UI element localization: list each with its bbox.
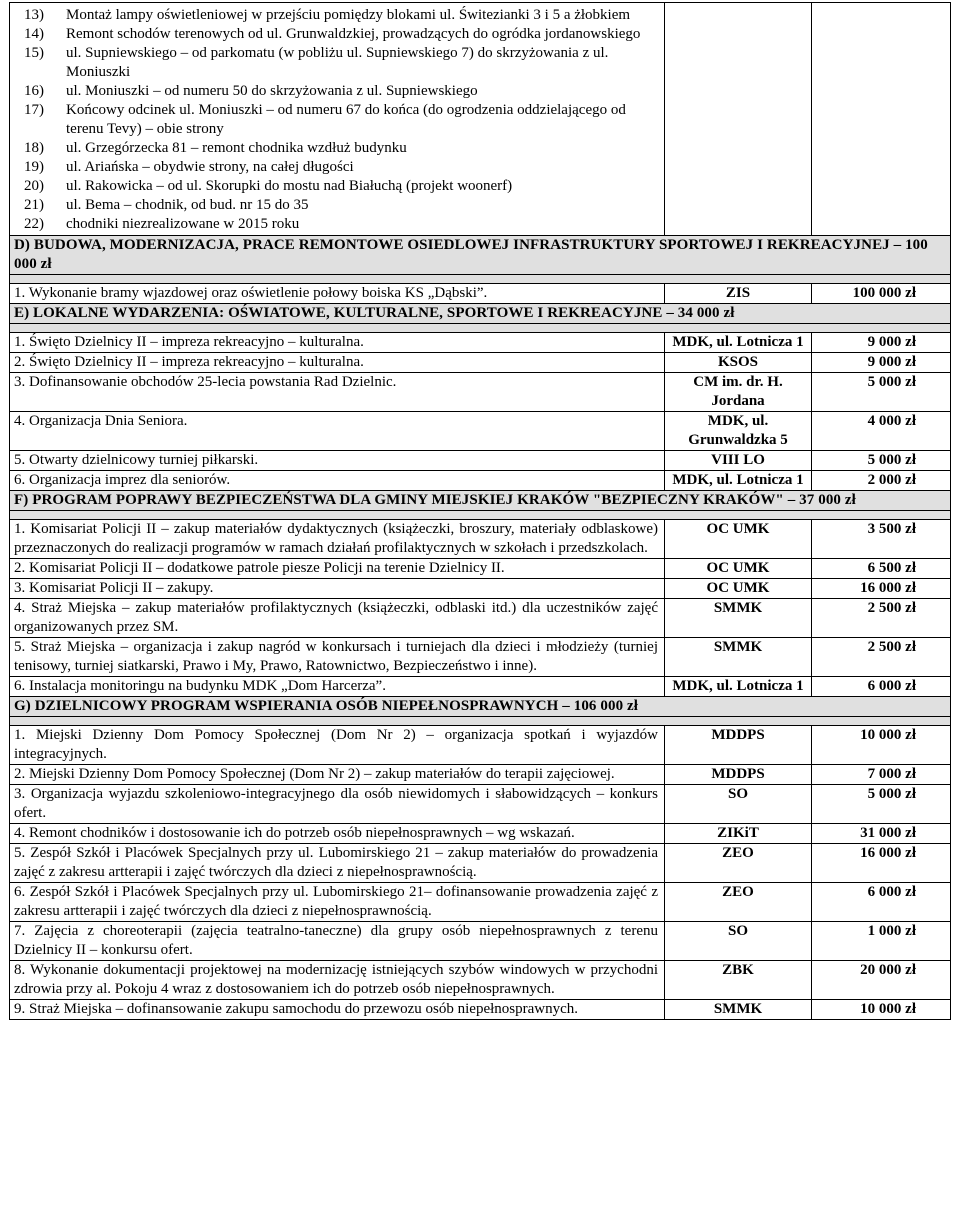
task-organization: VIII LO: [665, 451, 812, 471]
task-organization: MDK, ul. Lotnicza 1: [665, 333, 812, 353]
section-spacer-row: [10, 717, 951, 726]
task-amount: 9 000 zł: [812, 353, 951, 373]
section-heading: F) PROGRAM POPRAWY BEZPIECZEŃSTWA DLA GMINY MIEJSKIEJ KRAKÓW "BEZPIECZNY KRAKÓW" – 37 000 zł: [10, 491, 951, 511]
task-organization: KSOS: [665, 353, 812, 373]
list-item-number: 17): [24, 102, 44, 118]
list-item: [14, 6, 664, 25]
section-heading-row: [10, 491, 951, 511]
section-heading-row: [10, 304, 951, 324]
task-organization: MDK, ul. Lotnicza 1: [665, 677, 812, 697]
task-organization: ZBK: [665, 961, 812, 1000]
task-amount: 1 000 zł: [812, 922, 951, 961]
task-amount: 16 000 zł: [812, 579, 951, 599]
task-description: 7. Zajęcia z choreoterapii (zajęcia teatralno-taneczne) dla grupy osób niepełnosprawnych z terenu Dzielnicy II – konkursu ofert.: [10, 922, 665, 961]
task-amount: 100 000 zł: [812, 284, 951, 304]
task-description: 1. Święto Dzielnicy II – impreza rekreacyjno – kulturalna.: [10, 333, 665, 353]
table-row: [10, 726, 951, 765]
task-organization: SMMK: [665, 1000, 812, 1020]
table-row: [10, 520, 951, 559]
list-item-text: ul. Bema – chodnik, od bud. nr 15 do 35: [66, 197, 309, 213]
table-row: [10, 471, 951, 491]
task-description: 6. Instalacja monitoringu na budynku MDK „Dom Harcerza”.: [10, 677, 665, 697]
task-description: 4. Remont chodników i dostosowanie ich do potrzeb osób niepełnosprawnych – wg wskazań.: [10, 824, 665, 844]
list-item: [14, 196, 664, 215]
list-item-number: 19): [24, 159, 44, 175]
list-item: [14, 158, 664, 177]
task-organization: OC UMK: [665, 520, 812, 559]
list-item: [14, 215, 664, 234]
section-spacer: [10, 717, 951, 726]
section-heading-row: [10, 236, 951, 275]
task-amount: 20 000 zł: [812, 961, 951, 1000]
section-spacer-row: [10, 324, 951, 333]
budget-table: [9, 2, 951, 1020]
task-description: 3. Organizacja wyjazdu szkoleniowo-integracyjnego dla osób niewidomych i słabowidzących – konkurs ofert.: [10, 785, 665, 824]
section-spacer: [10, 511, 951, 520]
table-row: [10, 824, 951, 844]
table-row: [10, 961, 951, 1000]
list-item-number: 13): [24, 7, 44, 23]
task-description: 5. Straż Miejska – organizacja i zakup nagród w konkursach i turniejach dla dzieci i młodzieży (turniej tenisowy, turniej siatkarski, Prawo i My, Prawo, Ratownictwo, Bezpieczeństwo i inne).: [10, 638, 665, 677]
list-item-number: 22): [24, 216, 44, 232]
sidewalk-list-row: [10, 3, 951, 236]
task-amount: 2 000 zł: [812, 471, 951, 491]
task-description: 4. Organizacja Dnia Seniora.: [10, 412, 665, 451]
task-amount: 4 000 zł: [812, 412, 951, 451]
task-organization: SMMK: [665, 599, 812, 638]
table-row: [10, 677, 951, 697]
section-spacer-row: [10, 511, 951, 520]
task-description: 6. Zespół Szkół i Placówek Specjalnych przy ul. Lubomirskiego 21– dofinansowanie prowadzenia zajęć z zakresu artterapii i zajęć twórczych dla dzieci z niepełnosprawnością.: [10, 883, 665, 922]
task-amount: 2 500 zł: [812, 638, 951, 677]
task-amount: 5 000 zł: [812, 373, 951, 412]
list-item-number: 18): [24, 140, 44, 156]
task-organization: MDDPS: [665, 765, 812, 785]
section-heading: E) LOKALNE WYDARZENIA: OŚWIATOWE, KULTURALNE, SPORTOWE I REKREACYJNE – 34 000 zł: [10, 304, 951, 324]
task-description: 1. Komisariat Policji II – zakup materiałów dydaktycznych (książeczki, broszury, materiały odblaskowe) przeznaczonych do realizacji programów w ramach działań profilaktycznych w szkołach i przedszkolach.: [10, 520, 665, 559]
section-heading: D) BUDOWA, MODERNIZACJA, PRACE REMONTOWE OSIEDLOWEJ INFRASTRUKTURY SPORTOWEJ I REKREACYJNEJ – 100 000 zł: [10, 236, 951, 275]
task-description: 4. Straż Miejska – zakup materiałów profilaktycznych (książeczki, odblaski itd.) dla uczestników zajęć organizowanych przez SM.: [10, 599, 665, 638]
list-item-text: Montaż lampy oświetleniowej w przejściu pomiędzy blokami ul. Świtezianki 3 i 5 a żłobkiem: [66, 7, 631, 23]
task-description: 3. Komisariat Policji II – zakupy.: [10, 579, 665, 599]
task-organization: CM im. dr. H. Jordana: [665, 373, 812, 412]
list-item: [14, 25, 664, 44]
table-row: [10, 451, 951, 471]
section-heading: G) DZIELNICOWY PROGRAM WSPIERANIA OSÓB NIEPEŁNOSPRAWNYCH – 106 000 zł: [10, 697, 951, 717]
list-item: [14, 82, 664, 101]
section-spacer: [10, 275, 951, 284]
task-description: 6. Organizacja imprez dla seniorów.: [10, 471, 665, 491]
task-organization: SMMK: [665, 638, 812, 677]
list-item-text: ul. Ariańska – obydwie strony, na całej długości: [66, 159, 354, 175]
task-description: 2. Miejski Dzienny Dom Pomocy Społecznej (Dom Nr 2) – zakup materiałów do terapii zajęciowej.: [10, 765, 665, 785]
section-spacer: [10, 324, 951, 333]
table-row: [10, 883, 951, 922]
task-amount: 3 500 zł: [812, 520, 951, 559]
task-amount: 16 000 zł: [812, 844, 951, 883]
task-description: 5. Zespół Szkół i Placówek Specjalnych przy ul. Lubomirskiego 21 – zakup materiałów do prowadzenia zajęć z zakresu artterapii i zajęć twórczych dla dzieci z niepełnosprawnością.: [10, 844, 665, 883]
task-amount: 31 000 zł: [812, 824, 951, 844]
task-organization: ZEO: [665, 883, 812, 922]
task-organization: ZIKiT: [665, 824, 812, 844]
table-row: [10, 785, 951, 824]
list-item-text: Końcowy odcinek ul. Moniuszki – od numeru 67 do końca (do ogrodzenia oddzielającego od terenu Tevy) – obie strony: [66, 102, 626, 137]
list-item-number: 15): [24, 45, 44, 61]
task-amount: 5 000 zł: [812, 451, 951, 471]
table-row: [10, 638, 951, 677]
list-item: [14, 101, 664, 139]
task-organization: MDK, ul. Grunwaldzka 5: [665, 412, 812, 451]
task-description: 9. Straż Miejska – dofinansowanie zakupu samochodu do przewozu osób niepełnosprawnych.: [10, 1000, 665, 1020]
list-item: [14, 177, 664, 196]
task-organization: ZEO: [665, 844, 812, 883]
task-description: 1. Wykonanie bramy wjazdowej oraz oświetlenie połowy boiska KS „Dąbski”.: [10, 284, 665, 304]
task-amount: 7 000 zł: [812, 765, 951, 785]
table-row: [10, 353, 951, 373]
table-row: [10, 412, 951, 451]
task-amount: 6 000 zł: [812, 677, 951, 697]
task-amount: 9 000 zł: [812, 333, 951, 353]
list-item-text: ul. Rakowicka – od ul. Skorupki do mostu nad Białuchą (projekt woonerf): [66, 178, 513, 194]
task-description: 8. Wykonanie dokumentacji projektowej na modernizację istniejących szybów windowych w przychodni zdrowia przy al. Pokoju 4 wraz z dostosowaniem ich do potrzeb osób niepełnosprawnych.: [10, 961, 665, 1000]
table-row: [10, 765, 951, 785]
table-row: [10, 922, 951, 961]
section-heading-row: [10, 697, 951, 717]
task-organization: OC UMK: [665, 579, 812, 599]
table-row: [10, 579, 951, 599]
table-row: [10, 559, 951, 579]
list-item: [14, 44, 664, 82]
task-organization: OC UMK: [665, 559, 812, 579]
table-row: [10, 373, 951, 412]
task-amount: 10 000 zł: [812, 726, 951, 765]
task-amount: 2 500 zł: [812, 599, 951, 638]
task-amount: 10 000 zł: [812, 1000, 951, 1020]
table-row: [10, 844, 951, 883]
list-item-number: 16): [24, 83, 44, 99]
table-row: [10, 333, 951, 353]
empty-org-cell: [665, 3, 812, 236]
task-organization: MDK, ul. Lotnicza 1: [665, 471, 812, 491]
task-description: 2. Święto Dzielnicy II – impreza rekreacyjno – kulturalna.: [10, 353, 665, 373]
list-item-text: Remont schodów terenowych od ul. Grunwaldzkiej, prowadzących do ogródka jordanowskiego: [66, 26, 641, 42]
table-row: [10, 599, 951, 638]
table-row: [10, 1000, 951, 1020]
list-item: [14, 139, 664, 158]
task-description: 2. Komisariat Policji II – dodatkowe patrole piesze Policji na terenie Dzielnicy II.: [10, 559, 665, 579]
task-organization: SO: [665, 922, 812, 961]
list-item-number: 21): [24, 197, 44, 213]
list-item-number: 20): [24, 178, 44, 194]
empty-amount-cell: [812, 3, 951, 236]
task-organization: MDDPS: [665, 726, 812, 765]
task-organization: SO: [665, 785, 812, 824]
budget-table-body: [10, 3, 951, 1020]
list-item-text: ul. Grzegórzecka 81 – remont chodnika wzdłuż budynku: [66, 140, 407, 156]
sidewalk-list-cell: [10, 3, 665, 236]
task-description: 1. Miejski Dzienny Dom Pomocy Społecznej (Dom Nr 2) – organizacja spotkań i wyjazdów integracyjnych.: [10, 726, 665, 765]
section-spacer-row: [10, 275, 951, 284]
task-description: 5. Otwarty dzielnicowy turniej piłkarski.: [10, 451, 665, 471]
list-item-text: chodniki niezrealizowane w 2015 roku: [66, 216, 300, 232]
list-item-number: 14): [24, 26, 44, 42]
list-item-text: ul. Moniuszki – od numeru 50 do skrzyżowania z ul. Supniewskiego: [66, 83, 478, 99]
task-description: 3. Dofinansowanie obchodów 25-lecia powstania Rad Dzielnic.: [10, 373, 665, 412]
task-amount: 6 000 zł: [812, 883, 951, 922]
task-amount: 6 500 zł: [812, 559, 951, 579]
task-amount: 5 000 zł: [812, 785, 951, 824]
task-organization: ZIS: [665, 284, 812, 304]
list-item-text: ul. Supniewskiego – od parkomatu (w pobliżu ul. Supniewskiego 7) do skrzyżowania z ul. Moniuszki: [66, 45, 609, 80]
table-row: [10, 284, 951, 304]
